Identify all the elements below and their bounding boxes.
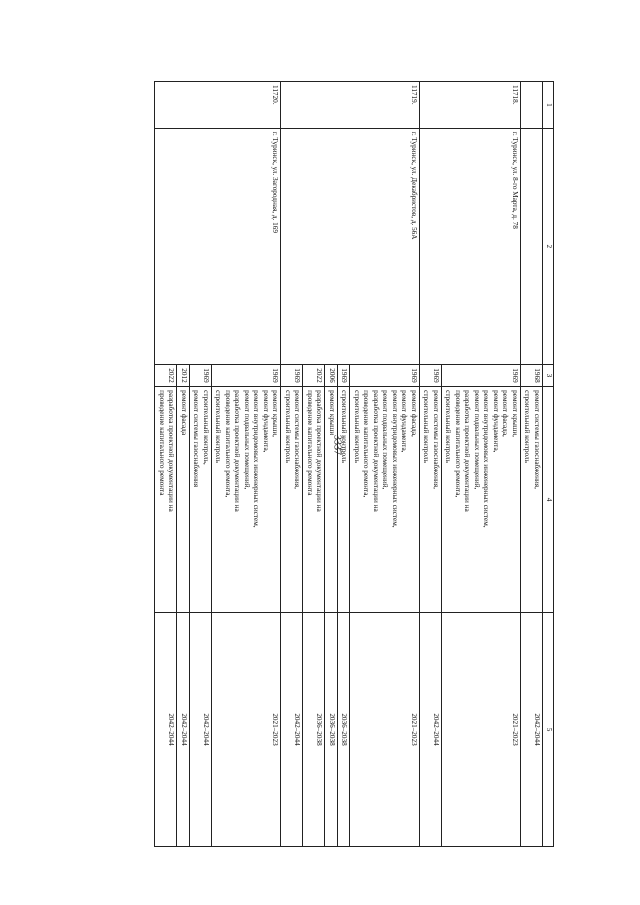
work-line: разработка проектной документации на	[233, 390, 242, 512]
works-cell	[350, 387, 420, 613]
year-cell: 1969	[190, 364, 212, 386]
year-cell: 1969	[442, 364, 521, 386]
period-cell: 2021–2023	[350, 612, 420, 846]
table-row	[212, 82, 282, 847]
work-line: проведение капитального ремонта,	[362, 390, 371, 498]
year-cell: 1969	[420, 364, 442, 386]
work-line: ремонт крыши,	[271, 390, 280, 437]
work-line: разработка проектной документации на	[315, 390, 324, 512]
year-cell: 1969	[212, 364, 282, 386]
work-line: строительный контроль	[214, 390, 223, 463]
year-cell: 2012	[177, 364, 190, 386]
period-cell: 2042–2044	[521, 612, 543, 846]
header-col-1: 1	[543, 82, 554, 129]
table-body	[155, 82, 543, 847]
works-cell	[190, 387, 212, 613]
work-line: ремонт подвальных помещений,	[243, 390, 251, 490]
work-line: проведение капитального ремонта	[306, 390, 314, 496]
year-cell: 2022	[303, 364, 325, 386]
address-cell: г. Туринск, ул. Декабристов, д. 56А	[281, 128, 420, 364]
address-cell: г. Туринск, ул. 8-го Марта, д. 78	[420, 128, 521, 364]
header-col-4: 4	[543, 387, 554, 613]
work-line: ремонт внутридомовых инженерных систем,	[391, 390, 399, 528]
work-line: разработка проектной документации на	[463, 390, 472, 512]
address-cell	[521, 128, 543, 364]
number-cell: 11720.	[155, 82, 281, 129]
work-line: строительный контроль	[422, 390, 431, 463]
work-line: проведение капитального ремонта,	[224, 390, 232, 498]
work-line: ремонт фасада,	[410, 390, 418, 437]
header-col-3: 3	[543, 364, 554, 386]
work-line: строительный контроль	[353, 390, 361, 463]
works-cell	[521, 387, 543, 613]
period-cell: 2042–2044	[190, 612, 212, 846]
period-cell: 2036–2038	[338, 612, 351, 846]
address-cell: г. Туринск, ул. Загородная, д. 169	[155, 128, 281, 364]
work-line: ремонт фундамента,	[262, 390, 270, 453]
period-cell: 2042–2044	[281, 612, 303, 846]
work-line: строительный контроль	[340, 390, 349, 463]
work-line: ремонт системы газоснабжения	[192, 390, 201, 488]
work-line: ремонт внутридомовых инженерных систем,	[482, 390, 491, 528]
rotated-table	[86, 81, 554, 847]
period-cell: 2042–2044	[155, 612, 177, 846]
number-cell: 11719.	[281, 82, 420, 129]
continuation-row	[521, 82, 543, 847]
work-line: ремонт фундамента,	[400, 390, 409, 453]
works-cell	[155, 387, 177, 613]
header-row	[543, 82, 554, 847]
work-line: ремонт системы газоснабжения,	[432, 390, 440, 489]
year-cell: 2022	[155, 364, 177, 386]
number-cell: 11718.	[420, 82, 521, 129]
number-cell	[521, 82, 543, 129]
page-number: 3337	[331, 435, 343, 455]
work-line: ремонт фасада	[180, 390, 188, 436]
works-cell	[420, 387, 442, 613]
period-cell: 2036–2038	[303, 612, 325, 846]
year-cell: 1969	[281, 364, 303, 386]
work-line: проведение капитального ремонта	[158, 390, 166, 496]
works-cell	[338, 387, 351, 613]
work-line: ремонт фасада,	[501, 390, 510, 437]
period-cell: 2021–2023	[442, 612, 521, 846]
works-cell	[212, 387, 282, 613]
works-cell	[325, 387, 338, 613]
table-row	[442, 82, 521, 847]
year-cell: 1969	[350, 364, 420, 386]
works-cell	[303, 387, 325, 613]
header-col-2: 2	[543, 128, 554, 364]
table-row	[350, 82, 420, 847]
works-cell	[281, 387, 303, 613]
repair-schedule-table	[155, 81, 555, 847]
work-line: ремонт системы газоснабжения,	[533, 390, 541, 489]
work-line: разработка проектной документации на	[167, 390, 176, 512]
work-line: ремонт крыши,	[511, 390, 519, 437]
work-line: проведение капитального ремонта,	[454, 390, 462, 498]
work-line: строительный контроль,	[202, 390, 210, 465]
year-cell: 1969	[338, 364, 351, 386]
period-cell: 2021–2023	[212, 612, 282, 846]
work-line: строительный контроль	[444, 390, 453, 463]
year-cell: 1968	[521, 364, 543, 386]
period-cell: 2036–2038	[325, 612, 338, 846]
work-line: ремонт подвальных помещений,	[473, 390, 481, 490]
work-line: ремонт крыши	[328, 390, 336, 436]
header-col-5: 5	[543, 612, 554, 846]
work-line: разработка проектной документации на	[372, 390, 380, 512]
period-cell: 2042–2044	[420, 612, 442, 846]
year-cell: 2006	[325, 364, 338, 386]
work-line: ремонт фундамента,	[492, 390, 500, 453]
period-cell: 2042–2044	[177, 612, 190, 846]
work-line: ремонт системы газоснабжения,	[293, 390, 302, 489]
work-line: ремонт внутридомовых инженерных систем,	[252, 390, 261, 528]
works-cell	[442, 387, 521, 613]
works-cell	[177, 387, 190, 613]
work-line: строительный контроль	[284, 390, 292, 463]
work-line: ремонт подвальных помещений,	[381, 390, 390, 490]
table-container	[86, 81, 554, 847]
work-line: строительный контроль	[523, 390, 532, 463]
